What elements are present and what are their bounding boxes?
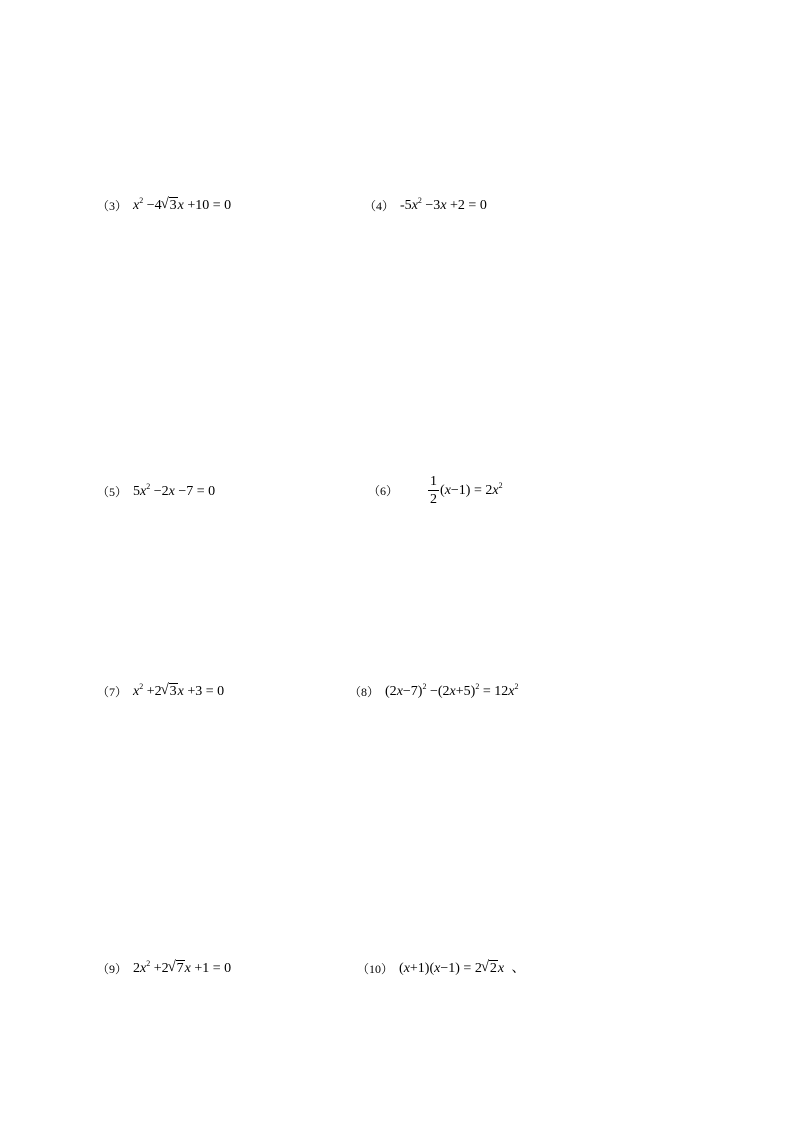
coef: +2 [146,684,162,699]
equation [133,959,232,976]
problem-7 [97,682,225,699]
problem-number: （7） [97,685,128,699]
tail: +10 = 0 [187,198,232,213]
problem-5 [97,482,216,499]
radicand: 2 [489,961,497,976]
tail: +1 = 0 [194,961,232,976]
var-x: x [396,684,403,699]
coef: 5 [133,484,141,499]
var-x: x [140,961,147,976]
term: −(2 [429,684,450,699]
exponent: 2 [514,682,519,691]
exponent: 2 [139,196,144,205]
tail: +3 = 0 [187,684,225,699]
exponent: 2 [146,959,151,968]
coef: -5 [400,198,412,213]
equation [385,682,519,699]
exponent: 2 [417,196,422,205]
exponent: 2 [422,682,427,691]
sqrt [169,962,185,976]
coef: −3 [425,198,441,213]
equation [400,196,487,213]
problem-10 [357,962,526,976]
problem-number: （8） [349,685,380,699]
sqrt [482,962,498,976]
var-x: x [508,684,515,699]
var-x: x [492,483,499,499]
coef: +2 [153,961,169,976]
var-x: x [440,198,447,213]
paren: ( [440,483,445,499]
problem-9 [97,959,232,976]
problem-number: （6） [368,484,399,498]
equation [428,475,503,507]
equation [133,682,225,699]
equation [133,196,232,213]
coef: −2 [153,484,169,499]
var-x: x [497,961,505,976]
radicand: 3 [169,684,177,699]
numerator: 1 [430,474,438,489]
problem-number: （9） [97,962,128,976]
var-x: x [177,684,184,699]
problem-number: （3） [97,199,128,213]
exponent: 2 [475,682,480,691]
punctuation: 、 [511,961,526,976]
var-x: x [434,961,441,976]
tail: +2 = 0 [450,198,487,213]
term: ( [399,961,404,976]
var-x: x [133,198,140,213]
var-x: x [403,961,410,976]
var-x: x [184,961,191,976]
problem-number: （10） [357,962,394,976]
radicand: 7 [176,961,184,976]
equation [399,962,526,976]
term: = 12 [482,684,509,699]
var-x: x [444,483,451,499]
var-x: x [168,484,175,499]
exponent: 2 [498,481,503,491]
fraction [428,475,439,507]
sqrt [162,199,178,213]
coef: −4 [146,198,162,213]
term: +1)( [409,961,435,976]
var-x: x [411,198,418,213]
denominator: 2 [430,492,438,507]
exponent: 2 [139,682,144,691]
problem-8 [349,682,519,699]
term: −1) = 2 [440,961,482,976]
var-x: x [177,198,184,213]
var-x: x [140,484,147,499]
coef: 2 [133,961,141,976]
problem-number: （5） [97,485,128,499]
term: +5) [455,684,476,699]
term: (2 [385,684,397,699]
var-x: x [133,684,140,699]
exponent: 2 [146,482,151,491]
equation [133,482,216,499]
tail: −1) = 2 [450,483,493,499]
problem-4 [364,196,487,213]
term: −7) [402,684,423,699]
problem-number: （4） [364,199,395,213]
var-x: x [449,684,456,699]
sqrt [162,685,178,699]
radicand: 3 [169,198,177,213]
tail: −7 = 0 [178,484,216,499]
problem-6 [368,475,503,507]
problem-3 [97,196,232,213]
